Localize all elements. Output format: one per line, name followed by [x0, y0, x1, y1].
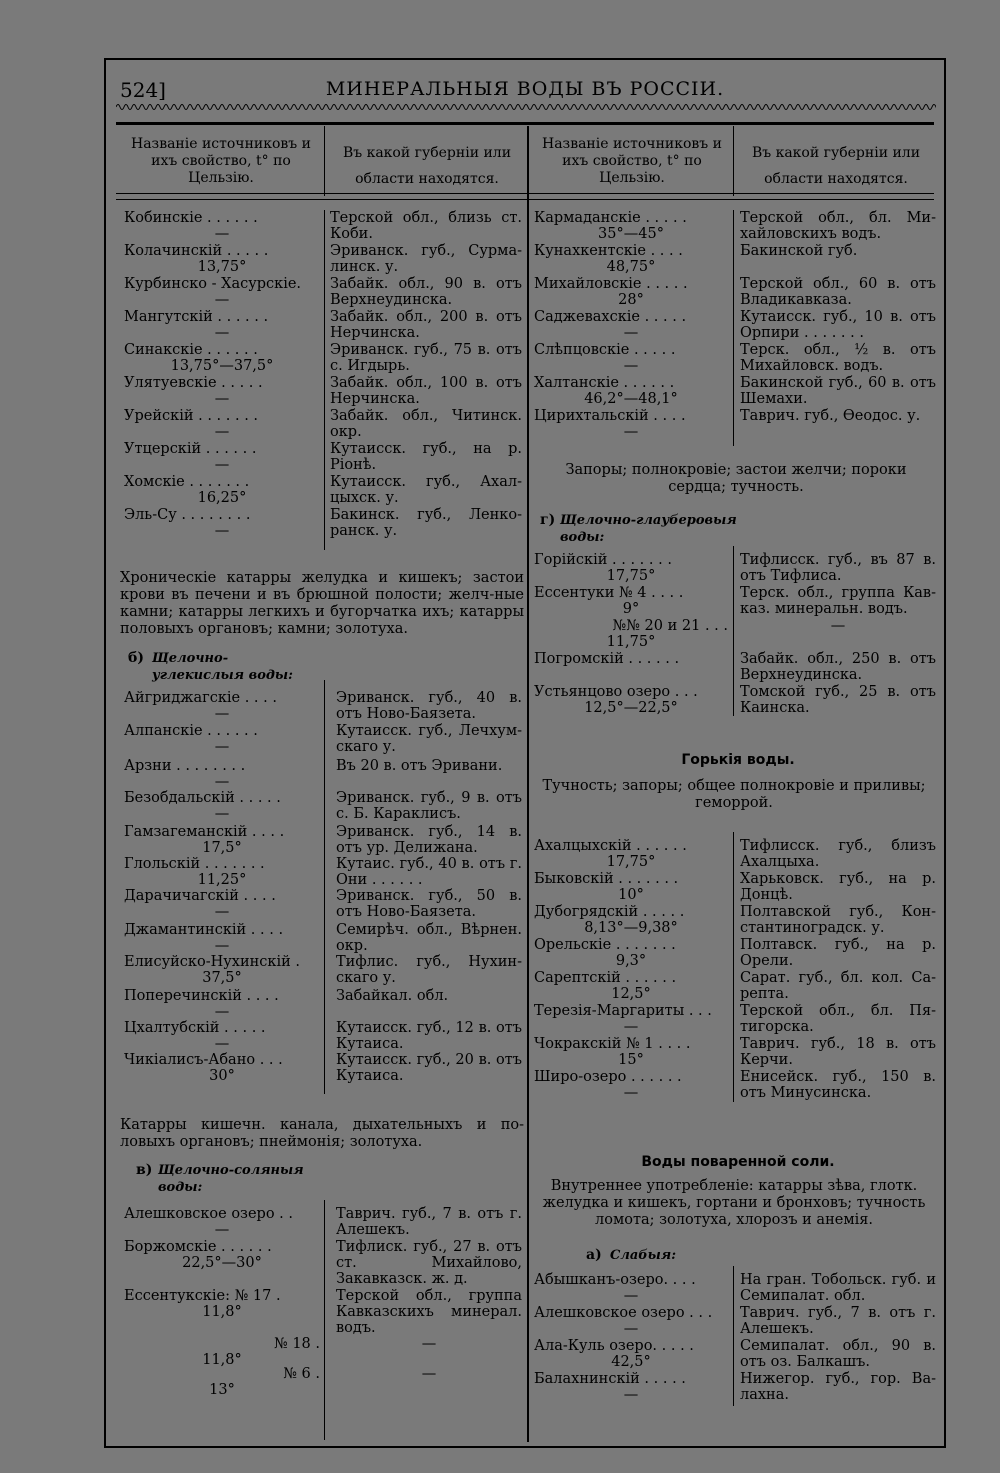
- source-name: Хомскіе . . . . . . .: [124, 474, 250, 490]
- divider-right-weak: [733, 1266, 734, 1406]
- source-name: №№ 20 и 21 . . .: [612, 618, 728, 634]
- temperature: 11,75°: [606, 634, 656, 650]
- list-item: [124, 408, 522, 440]
- list-item: [124, 276, 522, 308]
- temperature: 12,5°: [611, 986, 651, 1002]
- temperature: 37,5°: [202, 970, 242, 986]
- wavy-rule: [116, 100, 936, 114]
- source-name: Широ-озеро . . . . . .: [534, 1069, 682, 1085]
- region: Семипалат. обл., 90 в. отъ оз. Балкашъ.: [740, 1338, 936, 1370]
- source-name: Цхалтубскій . . . . .: [124, 1020, 266, 1036]
- temperature: 17,5°: [202, 840, 242, 856]
- list-item: [534, 871, 936, 903]
- source-name: Сарептскій . . . . . .: [534, 970, 677, 986]
- region: Таврич. губ., 7 в. отъ г. Алешекъ.: [740, 1305, 936, 1337]
- source-name: Ессентуки № 4 . . . .: [534, 585, 684, 601]
- temperature: 11,8°: [202, 1352, 242, 1368]
- temperature: —: [214, 739, 230, 755]
- list-item: [124, 1239, 522, 1287]
- subsection-label: а): [586, 1247, 602, 1263]
- region: Эриванск. губ., 9 в. отъ с. Б. Караклисъ.: [336, 790, 522, 822]
- region: Кутаис. губ., 40 в. отъ г. Они . . . . . .: [336, 856, 522, 888]
- temperature: 8,13°—9,38°: [584, 920, 678, 936]
- temperature: 11,25°: [197, 872, 247, 888]
- source-name: Мангутскій . . . . . .: [124, 309, 269, 325]
- source-name: № 18 .: [274, 1336, 320, 1352]
- region: Кутаисск. губ., 20 в. отъ Кутаиса.: [336, 1052, 522, 1084]
- region: Бакинской губ., 60 в. отъ Шемахи.: [740, 375, 936, 407]
- region: Эриванск. губ., 14 в. отъ ур. Делижана.: [336, 824, 522, 856]
- source-name: Терезія-Маргариты . . .: [534, 1003, 712, 1019]
- list-item: [534, 1036, 936, 1068]
- subsection-title: Щелочно-глауберовыя воды:: [560, 513, 737, 545]
- region: Кутаисск. губ., 10 в. отъ Орпири . . . . . . .: [740, 309, 936, 341]
- page-title: МИНЕРАЛЬНЫЯ ВОДЫ ВЪ РОССІИ.: [325, 78, 725, 100]
- list-item: [124, 1366, 522, 1398]
- temperature: —: [214, 325, 230, 341]
- subsection-label: г): [540, 512, 556, 528]
- temperature: 11,8°: [202, 1304, 242, 1320]
- region: Забайк. обл., 250 в. отъ Верхнеудинска.: [740, 651, 936, 683]
- region: Терской обл., бл. Ми-хайловскихъ водъ.: [740, 210, 936, 242]
- temperature: —: [623, 1019, 639, 1035]
- region: Эриванск. губ., Сурма-линск. у.: [330, 243, 522, 275]
- paragraph: Тучность; запоры; общее полнокровіе и приливы; геморрой.: [542, 778, 926, 811]
- source-name: Саджевахскіе . . . . .: [534, 309, 687, 325]
- temperature: 46,2°—48,1°: [584, 391, 678, 407]
- region: Забайк. обл., 100 в. отъ Нерчинска.: [330, 375, 522, 407]
- list-item: [124, 375, 522, 407]
- source-name: Кармаданскіе . . . . .: [534, 210, 687, 226]
- divider-left: [324, 126, 325, 196]
- region: Забайк. обл., Читинск. окр.: [330, 408, 522, 440]
- region: Забайк. обл., 90 в. отъ Верхнеудинска.: [330, 276, 522, 308]
- source-name: Колачинскій . . . . .: [124, 243, 269, 259]
- paragraph: Хроническіе катарры желудка и кишекъ; застои крови въ печени и въ брюшной полости; желч-ные камни; катарры легкихъ и бугорчатка ихъ; катарры половыхъ органовъ; камни; золотуха.: [120, 570, 524, 637]
- region: Сарат. губ., бл. кол. Са-репта.: [740, 970, 936, 1002]
- temperature: —: [623, 1321, 639, 1337]
- source-name: Арзни . . . . . . . .: [124, 758, 246, 774]
- source-name: Ессентукскіе: № 17 .: [124, 1288, 281, 1304]
- list-item: [534, 276, 936, 308]
- temperature: —: [214, 904, 230, 920]
- temperature: 35°—45°: [598, 226, 664, 242]
- temperature: —: [214, 226, 230, 242]
- book-page: [104, 58, 946, 1448]
- subsection-title: Щелочно-углекислыя воды:: [152, 651, 293, 683]
- source-name: Быковскій . . . . . . .: [534, 871, 679, 887]
- list-item: [124, 856, 522, 888]
- source-name: Поперечинскій . . . .: [124, 988, 279, 1004]
- temperature: 10°: [618, 887, 644, 903]
- region: Терской обл., бл. Пя-тигорска.: [740, 1003, 936, 1035]
- temperature: 9,3°: [615, 953, 647, 969]
- region: Енисейск. губ., 150 в. отъ Минусинска.: [740, 1069, 936, 1101]
- region: Нижегор. губ., гор. Ва-лахна.: [740, 1371, 936, 1403]
- subsection-label: б): [128, 650, 144, 666]
- region: Полтавской губ., Кон-стантиноградск. у.: [740, 904, 936, 936]
- source-name: Балахнинскій . . . . .: [534, 1371, 686, 1387]
- source-name: Кобинскіе . . . . . .: [124, 210, 258, 226]
- region: Таврич. губ., 7 в. отъ г. Алешекъ.: [336, 1206, 522, 1238]
- source-name: Курбинско - Хасурскіе.: [124, 276, 302, 292]
- list-item: [124, 1288, 522, 1336]
- divider-right: [733, 126, 734, 196]
- region: Терск. обл., группа Кав-каз. минеральн. водъ.: [740, 585, 936, 617]
- region: Томской губ., 25 в. отъ Каинска.: [740, 684, 936, 716]
- region: Тифлисск. губ., въ 87 в. отъ Тифлиса.: [740, 552, 936, 584]
- source-name: Гамзагеманскій . . . .: [124, 824, 285, 840]
- list-item: [534, 309, 936, 341]
- divider-center: [527, 126, 529, 1442]
- section-title: Горькія воды.: [681, 752, 795, 768]
- source-name: Боржомскіе . . . . . .: [124, 1239, 272, 1255]
- temperature: —: [623, 325, 639, 341]
- section-title: Воды поваренной соли.: [641, 1154, 835, 1170]
- source-name: Алешковское озеро . .: [124, 1206, 293, 1222]
- source-name: Утцерскій . . . . . .: [124, 441, 257, 457]
- list-item: [534, 1305, 936, 1337]
- list-item: [124, 1336, 522, 1368]
- region: Семирѣч. обл., Вѣрнен. окр.: [336, 922, 522, 954]
- source-name: Устьянцово озеро . . .: [534, 684, 698, 700]
- header-rule: [116, 122, 934, 125]
- region: Бакинской губ.: [740, 243, 858, 259]
- temperature: —: [623, 358, 639, 374]
- list-item: [124, 922, 522, 954]
- source-name: Глольскій . . . . . . .: [124, 856, 265, 872]
- source-name: Чикіалисъ-Абано . . .: [124, 1052, 283, 1068]
- region: Терской обл., близь ст. Коби.: [330, 210, 522, 242]
- source-name: Чокракскій № 1 . . . .: [534, 1036, 691, 1052]
- list-item: [534, 1003, 936, 1035]
- temperature: —: [214, 806, 230, 822]
- list-item: [534, 210, 936, 242]
- source-name: Абышканъ-озеро. . . .: [534, 1272, 696, 1288]
- temperature: 12,5°—22,5°: [584, 700, 678, 716]
- source-name: Горійскій . . . . . . .: [534, 552, 672, 568]
- col-head-region-right: Въ какой губерніи или области находятся.: [751, 145, 921, 187]
- list-item: [534, 1338, 936, 1370]
- list-item: [124, 824, 522, 856]
- list-item: [534, 904, 936, 936]
- list-item: [534, 618, 936, 650]
- list-item: [124, 1052, 522, 1084]
- source-name: Ахалцыхскій . . . . . .: [534, 838, 687, 854]
- temperature: 13,75°—37,5°: [170, 358, 274, 374]
- temperature: —: [214, 391, 230, 407]
- list-item: [124, 309, 522, 341]
- source-name: Погромскій . . . . . .: [534, 651, 680, 667]
- source-name: Дубогрядскій . . . . .: [534, 904, 685, 920]
- source-name: Ала-Куль озеро. . . . .: [534, 1338, 694, 1354]
- temperature: 17,75°: [606, 854, 656, 870]
- list-item: [534, 342, 936, 374]
- region: Забайк. обл., 200 в. отъ Нерчинска.: [330, 309, 522, 341]
- paragraph: Внутреннее употребленіе: катарры зѣва, глотк. желудка и кишекъ, гортани и бронховъ; тучность ломота; золотуха, хлорозъ и анемія.: [542, 1178, 926, 1228]
- temperature: —: [214, 706, 230, 722]
- list-item: [534, 1371, 936, 1403]
- source-name: Михайловскіе . . . . .: [534, 276, 688, 292]
- temperature: —: [214, 457, 230, 473]
- source-name: Цирихтальскій . . . .: [534, 408, 686, 424]
- source-name: Айгриджагскіе . . . .: [124, 690, 277, 706]
- temperature: 30°: [209, 1068, 235, 1084]
- temperature: 28°: [618, 292, 644, 308]
- temperature: 22,5°—30°: [182, 1255, 262, 1271]
- source-name: Урейскій . . . . . . .: [124, 408, 259, 424]
- list-item: [534, 1272, 936, 1304]
- list-item: [534, 585, 936, 617]
- region: Кутаисск. губ., 12 в. отъ Кутаиса.: [336, 1020, 522, 1052]
- region: Эриванск. губ., 40 в. отъ Ново-Баязета.: [336, 690, 522, 722]
- list-item: [124, 1020, 522, 1052]
- list-item: [534, 243, 936, 275]
- divider-right-g: [733, 546, 734, 716]
- list-item: [124, 210, 522, 242]
- region: Харьковск. губ., на р. Донцѣ.: [740, 871, 936, 903]
- subsection-label: в): [136, 1162, 153, 1178]
- subsection-title: Щелочно-соляныя воды:: [158, 1163, 304, 1195]
- temperature: —: [214, 1222, 230, 1238]
- region: Эриванск. губ., 75 в. отъ с. Игдырь.: [330, 342, 522, 374]
- temperature: 17,75°: [606, 568, 656, 584]
- region: —: [421, 1336, 437, 1352]
- source-name: Халтанскіе . . . . . .: [534, 375, 675, 391]
- source-name: Орельскіе . . . . . . .: [534, 937, 676, 953]
- divider-right-bitter: [733, 832, 734, 1102]
- source-name: Елисуйско-Нухинскій .: [124, 954, 300, 970]
- list-item: [534, 937, 936, 969]
- list-item: [124, 988, 522, 1020]
- source-name: Дарачичагскій . . . .: [124, 888, 276, 904]
- temperature: —: [623, 1085, 639, 1101]
- region: Таврич. губ., 18 в. отъ Керчи.: [740, 1036, 936, 1068]
- temperature: 16,25°: [197, 490, 247, 506]
- region: Эриванск. губ., 50 в. отъ Ново-Баязета.: [336, 888, 522, 920]
- divider-left-c: [324, 1200, 325, 1440]
- list-item: [534, 970, 936, 1002]
- list-item: [534, 684, 936, 716]
- region: —: [421, 1366, 437, 1382]
- temperature: —: [214, 424, 230, 440]
- temperature: 13°: [209, 1382, 235, 1398]
- region: Полтавск. губ., на р. Орели.: [740, 937, 936, 969]
- temperature: 42,5°: [611, 1354, 651, 1370]
- source-name: Алешковское озеро . . .: [534, 1305, 713, 1321]
- page-number: 524]: [120, 78, 166, 102]
- list-item: [124, 723, 522, 755]
- region: Кутаисск. губ., Ахал-цыхск. у.: [330, 474, 522, 506]
- region: —: [830, 618, 846, 634]
- list-item: [124, 507, 522, 539]
- temperature: 9°: [622, 601, 640, 617]
- list-item: [534, 552, 936, 584]
- temperature: —: [623, 424, 639, 440]
- temperature: 15°: [618, 1052, 644, 1068]
- source-name: Улятуевскіе . . . . .: [124, 375, 263, 391]
- region: На гран. Тобольск. губ. и Семипалат. обл.: [740, 1272, 936, 1304]
- list-item: [124, 243, 522, 275]
- source-name: Слѣпцовскіе . . . . .: [534, 342, 676, 358]
- region: Тифлиск. губ., 27 в. отъ ст. Михайлово, Закавказск. ж. д.: [336, 1239, 522, 1287]
- temperature: —: [623, 1387, 639, 1403]
- col-head-region-left: Въ какой губерніи или области находятся.: [342, 145, 512, 187]
- region: Тифлисск. губ., близъ Ахалцыха.: [740, 838, 936, 870]
- region: Забайкал. обл.: [336, 988, 449, 1004]
- column-header-rule: [116, 193, 934, 200]
- list-item: [534, 375, 936, 407]
- source-name: Кунахкентскіе . . . .: [534, 243, 683, 259]
- list-item: [124, 888, 522, 920]
- region: Кутаисск. губ., Лечхум-скаго у.: [336, 723, 522, 755]
- divider-left-b: [324, 680, 325, 1094]
- paragraph: Запоры; полнокровіе; застои желчи; пороки сердца; тучность.: [565, 462, 907, 495]
- source-name: Джамантинскій . . . .: [124, 922, 284, 938]
- list-item: [534, 408, 936, 440]
- source-name: Безобдальскій . . . . .: [124, 790, 281, 806]
- temperature: 13,75°: [197, 259, 247, 275]
- temperature: —: [214, 523, 230, 539]
- temperature: —: [214, 1004, 230, 1020]
- temperature: —: [214, 292, 230, 308]
- list-item: [124, 441, 522, 473]
- region: Терской обл., 60 в. отъ Владикавказа.: [740, 276, 936, 308]
- subsection-title: Слабыя:: [610, 1248, 677, 1263]
- list-item: [124, 1206, 522, 1238]
- source-name: № 6 .: [283, 1366, 320, 1382]
- region: Терской обл., группа Кавказскихъ минерал. водъ.: [336, 1288, 522, 1336]
- temperature: 48,75°: [606, 259, 656, 275]
- source-name: Алпанскіе . . . . . .: [124, 723, 258, 739]
- region: Терск. обл., ½ в. отъ Михайловск. водъ.: [740, 342, 936, 374]
- list-item: [534, 838, 936, 870]
- list-item: [124, 342, 522, 374]
- col-head-name-left: Названіе источниковъ и ихъ свойство, t° по Цельзію.: [131, 136, 311, 186]
- temperature: —: [623, 1288, 639, 1304]
- source-name: Эль-Су . . . . . . . .: [124, 507, 251, 523]
- list-item: [534, 651, 936, 683]
- list-item: [124, 690, 522, 722]
- region: Таврич. губ., Ѳеодос. у.: [740, 408, 921, 424]
- region: Кутаисск. губ., на р. Ріонѣ.: [330, 441, 522, 473]
- temperature: —: [214, 774, 230, 790]
- list-item: [124, 474, 522, 506]
- list-item: [124, 790, 522, 822]
- col-head-name-right: Названіе источниковъ и ихъ свойство, t° по Цельзію.: [542, 136, 722, 186]
- temperature: —: [214, 938, 230, 954]
- region: Тифлис. губ., Нухин-скаго у.: [336, 954, 522, 986]
- temperature: —: [214, 1036, 230, 1052]
- region: Бакинск. губ., Ленко-ранск. у.: [330, 507, 522, 539]
- list-item: [534, 1069, 936, 1101]
- list-item: [124, 758, 522, 790]
- list-item: [124, 954, 522, 986]
- paragraph: Катарры кишечн. канала, дыхательныхъ и по-ловыхъ органовъ; пнеймонія; золотуха.: [120, 1117, 524, 1150]
- source-name: Синакскіе . . . . . .: [124, 342, 258, 358]
- region: Въ 20 в. отъ Эривани.: [336, 758, 503, 774]
